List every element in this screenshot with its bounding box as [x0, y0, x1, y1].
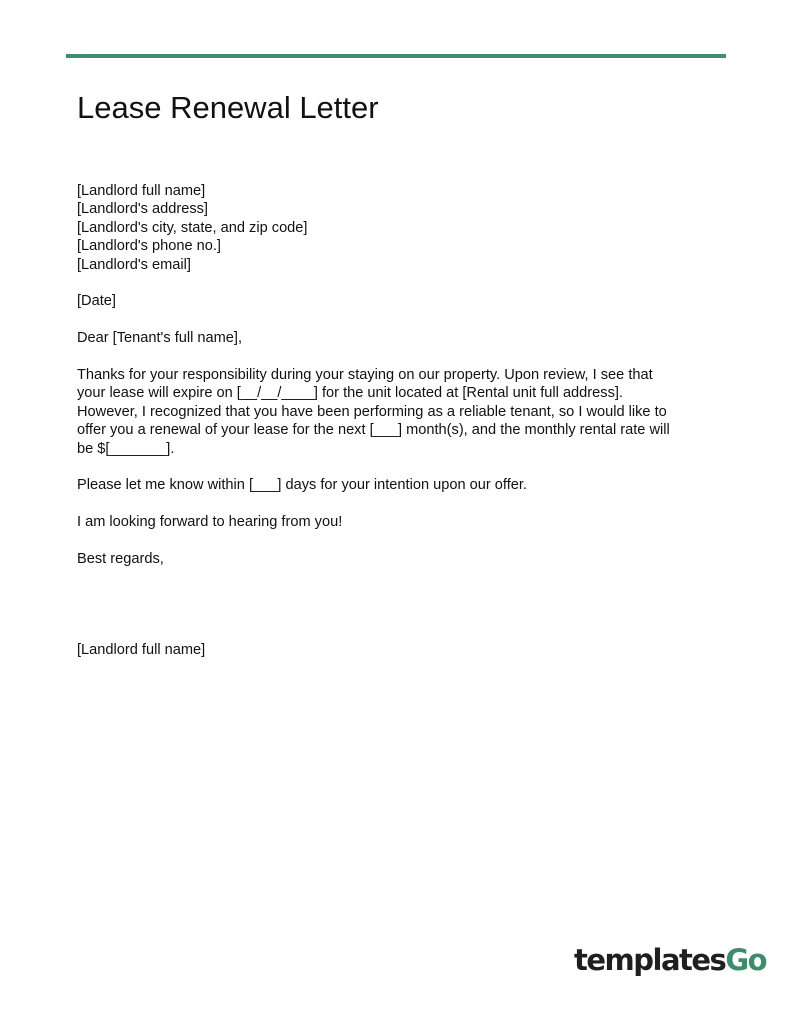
body-line-1: Thanks for your responsibility during your staying on our property. Upon review, I see that [77, 367, 653, 383]
body-line-5: be $[_______]. [77, 441, 175, 457]
sender-city-state-zip: [Landlord's city, state, and zip code] [77, 220, 308, 236]
logo-text-templates: templates [574, 943, 726, 977]
letter-date: [Date] [77, 293, 116, 309]
body-line-2: your lease will expire on [__/__/____] for the unit located at [Rental unit full address]. [77, 385, 623, 401]
salutation: Dear [Tenant's full name], [77, 330, 243, 346]
closing-line: I am looking forward to hearing from you! [77, 514, 343, 530]
templatesgo-logo [574, 940, 766, 980]
sender-name: [Landlord full name] [77, 183, 206, 199]
top-accent-rule [66, 54, 726, 58]
body-line-3: However, I recognized that you have been performing as a reliable tenant, so I would like to [77, 404, 667, 420]
sign-off: Best regards, [77, 551, 164, 567]
sender-address: [Landlord's address] [77, 201, 208, 217]
logo-text-go: Go [725, 943, 767, 977]
letter-title: Lease Renewal Letter [77, 90, 379, 125]
sender-email: [Landlord's email] [77, 257, 191, 273]
request-line: Please let me know within [___] days for your intention upon our offer. [77, 477, 527, 493]
body-line-4: offer you a renewal of your lease for the next [___] month(s), and the monthly rental rate will [77, 422, 670, 438]
signature-name: [Landlord full name] [77, 642, 206, 658]
sender-phone: [Landlord's phone no.] [77, 238, 221, 254]
